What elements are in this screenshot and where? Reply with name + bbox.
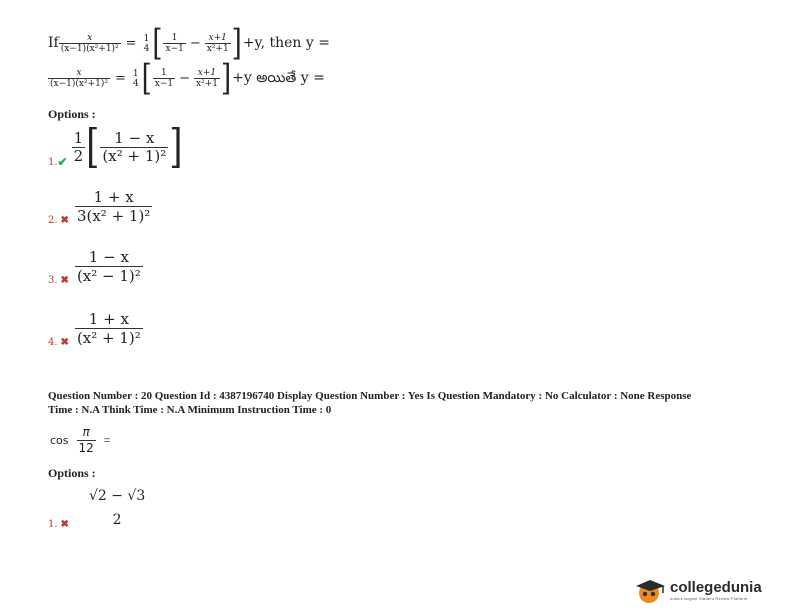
brand-name: collegedunia [670,579,762,596]
option-3[interactable]: 3. ✖ $\frac{1 - x}{\text{(x² − 1)²}}$ [48,247,141,286]
collegedunia-logo [634,578,762,604]
q20-meta: Question Number : 20 Question Id : 4387196740 Display Question Number : Yes Is Question Mandatory : No Calculator : None Response Time : N.A Think Time : N.A Minimum Instruction Time : 0 [48,390,692,416]
check-mark-icon: ✔ [57,155,68,169]
q20-question: cos $\frac{\pi}{12}$ = [50,425,111,455]
option-2[interactable]: 2. ✖ $\frac{1 + x}{\text{3(x² + 1)²}}$ [48,187,151,226]
cross-mark-icon: ✖ [60,519,69,530]
cross-mark-icon: ✖ [60,337,69,348]
option-4[interactable]: 4. ✖ $\frac{1 + x}{\text{(x² + 1)²}}$ [48,309,141,348]
cross-mark-icon: ✖ [60,275,69,286]
q19-english-line: If $\frac{x}{\text{(x−1)(x²+1)²}}$ = 1 4 [ $\frac{1}{x-1}$ − $\frac{x+1}{\text{x²+1}}$ ] +y, then y = [48,23,330,64]
quarter-fraction: 1 4 [143,33,150,54]
q20-option-1[interactable]: 1. ✖ √2 − √3 2 [48,488,146,530]
q19-telugu-line: $\frac{x}{\text{(x−1)(x²+1)²}}$ = 1 4 [ $\frac{1}{x-1}$ − $\frac{x+1}{\text{x²+1}}$ ] +y అయితే y = [50,58,325,99]
lhs-fraction: $\frac{x}{\text{(x−1)(x²+1)²}}$ [60,33,119,54]
option-1[interactable]: 1. ✔ $\frac{1}{2}$ [ $\frac{1 - x}{\text{(x² + 1)²}}$ ] [48,120,183,174]
q19-tail-english: +y, then y = [242,35,330,51]
graduation-cap-logo-icon [634,578,668,604]
options-label-q20: Options : [48,466,96,480]
brand-tagline: India's largest Student Review Platform [670,596,748,601]
options-label: Options : [48,107,96,121]
q19-tail-telugu: +y అయితే y = [232,70,325,86]
if-word: If [48,35,59,51]
cross-mark-icon: ✖ [60,215,69,226]
